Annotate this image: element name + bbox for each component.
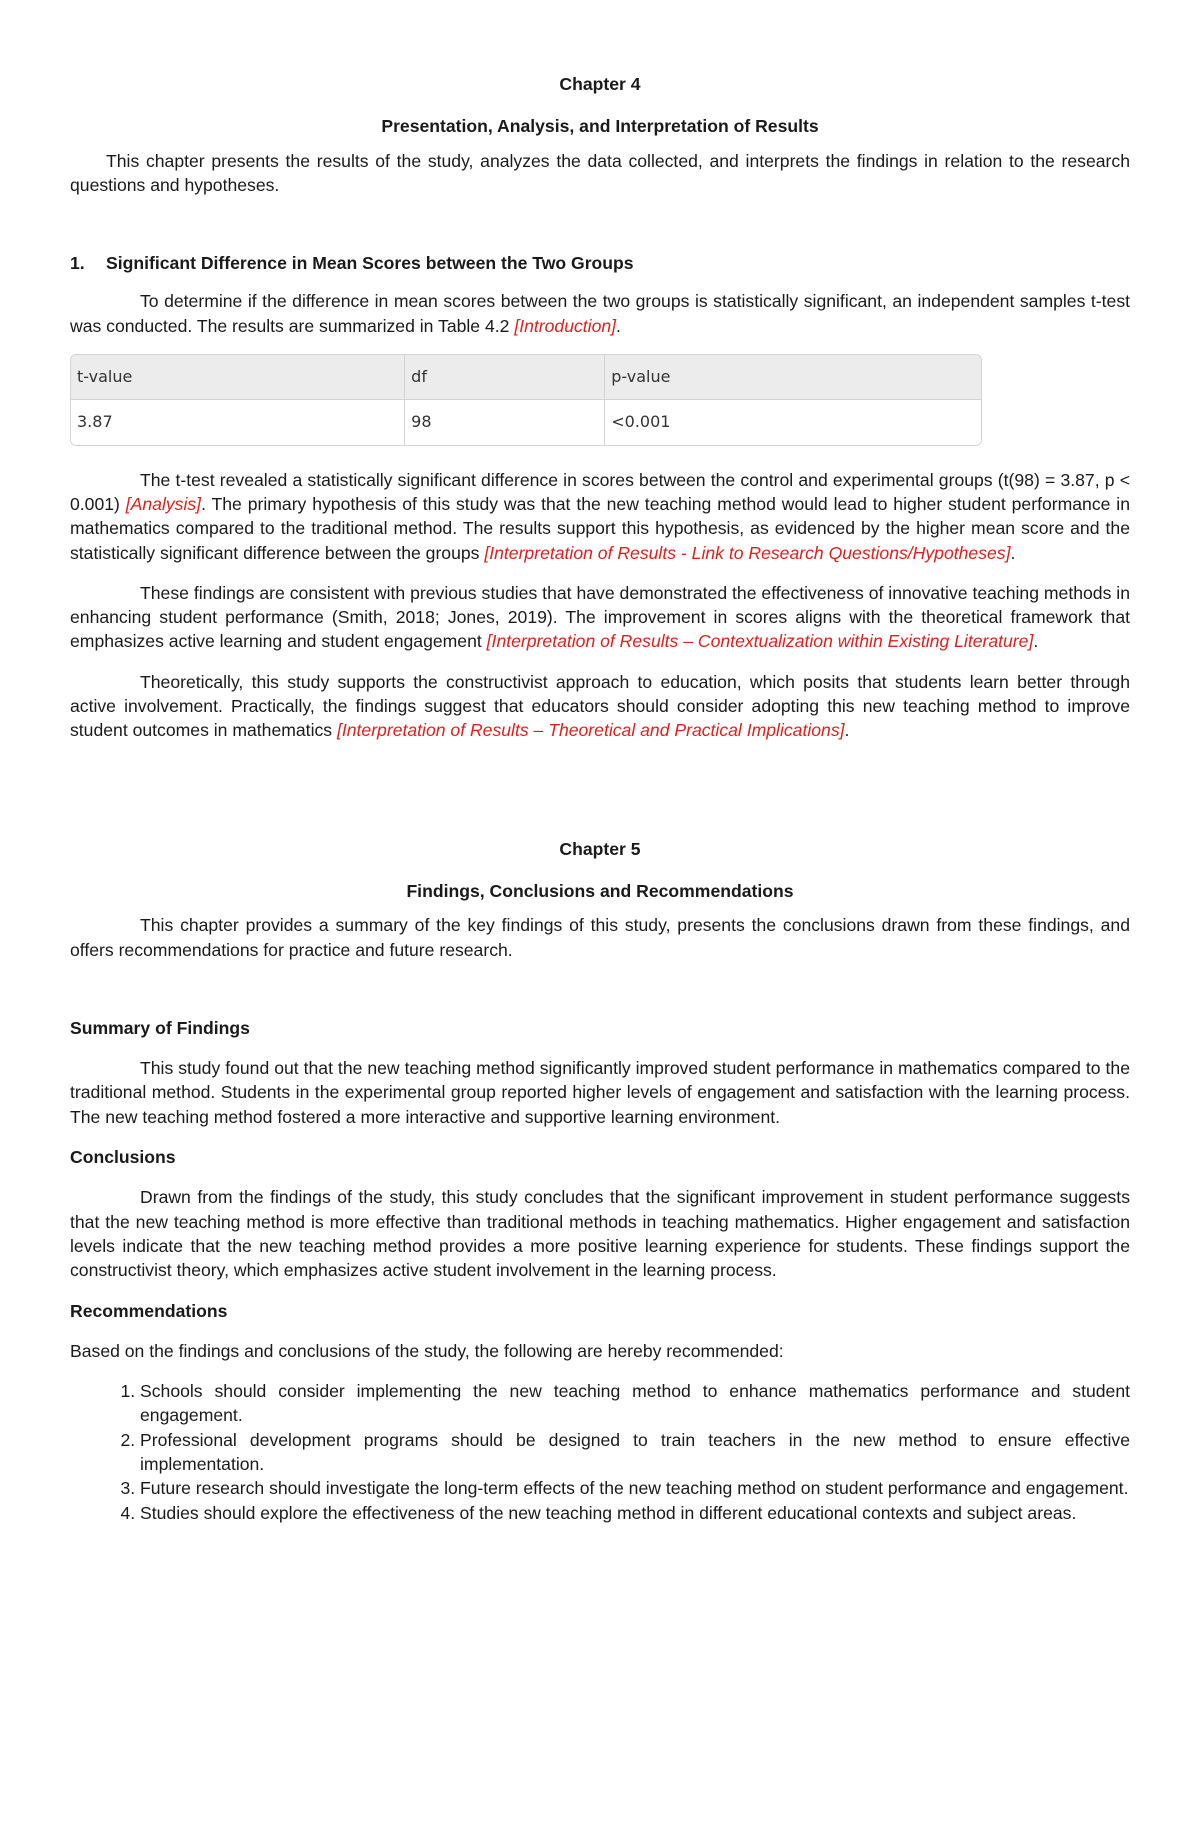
list-item: 3. Future research should investigate the long-term effects of the new teaching method on student performance and engagement. (140, 1476, 1130, 1500)
paragraph-text: These findings are consistent with previous studies that have demonstrated the effectiveness of innovative teaching methods in enhancing student performance (Smith, 2018; Jones, 2019). The improvement in scores aligns with the theoretical framework that emphasizes active learning and student engagement (70, 582, 1130, 652)
t-test-results-table (70, 354, 982, 446)
conclusions-text: Drawn from the findings of the study, this study concludes that the significant improvement in student performance suggests that the new teaching method is more effective than traditional methods in teaching mathematics. Higher engagement and satisfaction levels indicate that the new teaching method provides a more positive learning experience for students. These findings support the constructivist theory, which emphasizes active student involvement in the learning process. (70, 1187, 1130, 1281)
table-header-df: df (404, 355, 604, 400)
paragraph-text: The t-test revealed a statistically significant difference in scores between the control and experimental groups (t(98) = 3.87, p < 0.001) (70, 469, 1130, 514)
summary-of-findings-text: This study found out that the new teaching method significantly improved student performance in mathematics compared to the traditional method. Students in the experimental group reported higher levels of engagement and satisfaction with the learning process. The new teaching method fostered a more interactive and supportive learning environment. (70, 1058, 1130, 1127)
ref-implications: [Interpretation of Results – Theoretical and Practical Implications] (336, 720, 845, 741)
paragraph-end: . (844, 720, 850, 741)
chapter-5-subtitle: Findings, Conclusions and Recommendations (406, 880, 794, 901)
table-cell-t-value: 3.87 (71, 400, 404, 444)
section-1-paragraph-3 (70, 581, 1130, 654)
section-1-heading (70, 251, 1130, 275)
conclusions-heading: Conclusions (70, 1147, 176, 1168)
ref-interpretation-link: [Interpretation of Results - Link to Research Questions/Hypotheses] (484, 542, 1011, 563)
list-item: 1. Schools should consider implementing the new teaching method to enhance mathematics performance and student engagement. (140, 1379, 1130, 1428)
list-item: 2. Professional development programs should be designed to train teachers in the new method to ensure effective implementation. (140, 1428, 1130, 1477)
chapter-5-intro: This chapter provides a summary of the key findings of this study, presents the conclusions drawn from these findings, and offers recommendations for practice and future research. (70, 915, 1130, 960)
table-row (71, 400, 981, 444)
paragraph-end: . (616, 315, 621, 336)
paragraph-text: Theoretically, this study supports the constructivist approach to education, which posits that students learn better through active involvement. Practically, the findings suggest that educators should consider adopting this new teaching method to improve student outcomes in mathematics (70, 671, 1130, 741)
list-item: 4. Studies should explore the effectiveness of the new teaching method in different educational contexts and subject areas. (140, 1501, 1130, 1525)
recommendations-list (70, 1379, 1130, 1525)
paragraph-text: To determine if the difference in mean scores between the two groups is statistically significant, an independent samples t-test was conducted. The results are summarized in Table 4.2 (70, 291, 1130, 336)
recommendations-intro: Based on the findings and conclusions of the study, the following are hereby recommended: (70, 1340, 784, 1361)
ref-contextualization: [Interpretation of Results – Contextualization within Existing Literature] (486, 631, 1034, 652)
recommendations-heading: Recommendations (70, 1300, 228, 1321)
chapter-4-intro: This chapter presents the results of the study, analyzes the data collected, and interprets the findings in relation to the research questions and hypotheses. (70, 150, 1130, 195)
chapter-4-title: Chapter 4 (559, 74, 641, 94)
section-1-paragraph-1 (70, 289, 1130, 338)
section-1-paragraph-2 (70, 468, 1130, 565)
section-1-number: 1. (70, 253, 85, 274)
table-header-row (71, 355, 981, 400)
table-cell-p-value: <0.001 (604, 400, 981, 444)
table-header-p-value: p-value (604, 355, 981, 400)
table-header-t-value: t-value (71, 355, 404, 400)
summary-of-findings-heading: Summary of Findings (70, 1017, 250, 1038)
section-1-heading-text: Significant Difference in Mean Scores between the Two Groups (106, 253, 634, 274)
chapter-5-title: Chapter 5 (559, 838, 641, 859)
chapter-4-subtitle: Presentation, Analysis, and Interpretation of Results (381, 116, 819, 137)
paragraph-end: . (1010, 542, 1016, 563)
table-cell-df: 98 (404, 400, 604, 444)
section-1-paragraph-4 (70, 670, 1130, 743)
paragraph-text: . The primary hypothesis of this study was that the new teaching method would lead to higher student performance in mathematics compared to the traditional method. The results support this hypothesis, as evidenced by the higher mean score and the statistically significant difference between the groups (70, 493, 1130, 563)
ref-introduction: [Introduction] (514, 315, 617, 336)
ref-analysis: [Analysis] (125, 493, 202, 514)
paragraph-end: . (1033, 631, 1039, 652)
